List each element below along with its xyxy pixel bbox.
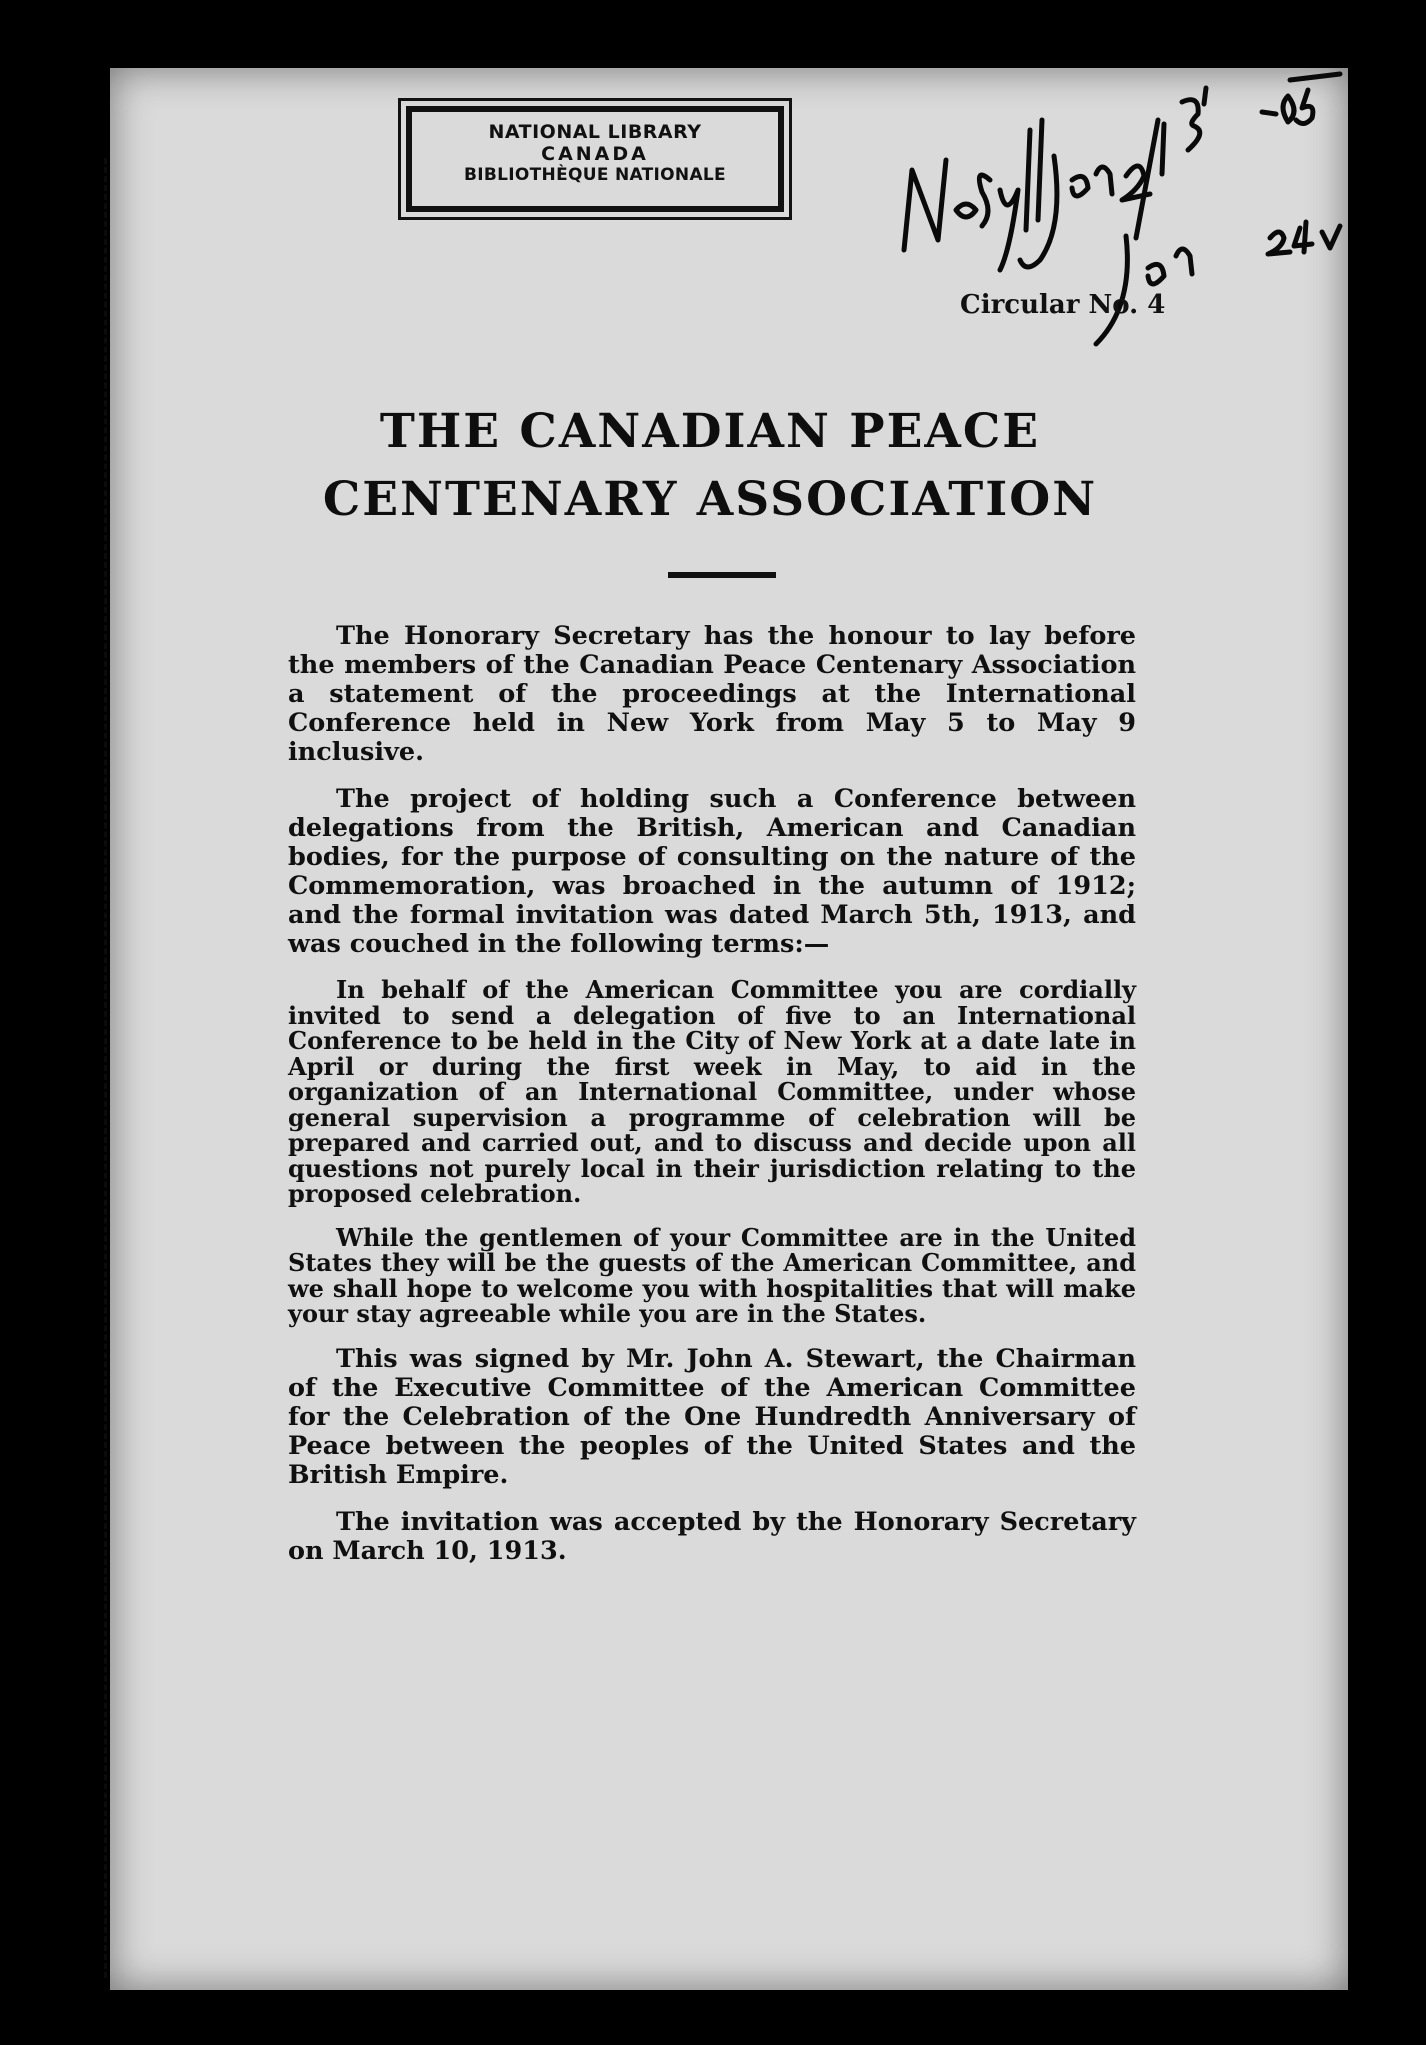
paragraph-accepted: The invitation was accepted by the Honorary Secretary on March 10, 1913. <box>288 1506 1136 1566</box>
quoted-invitation: In behalf of the American Committee you are cordially invited to send a delegation of five to an International Conference to be held in the City of New York at a date late in April or during the first week in May, to aid in the organization of an International Committee, under whose general supervision a programme of celebration will be prepared and carried out, and to discuss and decide upon all questions not purely local in their jurisdiction relating to the proposed celebration. <box>288 975 1136 1208</box>
paragraph-project: The project of holding such a Conference between delegations from the British, American and Canadian bodies, for the purpose of consulting on the nature of the Commemoration, was broached in the autumn of 1912; and the formal invitation was dated March 5th, 1913, and was couched in the following terms:— <box>288 784 1136 959</box>
paragraph-intro: The Honorary Secretary has the honour to lay before the members of the Canadian Peace Centenary Association a statement of the proceedings at the International Conference held in New York from May 5 to May 9 inclusive. <box>288 621 1136 767</box>
document-body <box>288 622 1136 1584</box>
stamp-line-3: BIBLIOTHÈQUE NATIONALE <box>464 164 726 185</box>
circular-number-label: Circular No. 4 <box>960 290 1166 320</box>
stamp-line-2: CANADA <box>541 142 649 165</box>
document-title-line-1: THE CANADIAN PEACE <box>379 404 1041 459</box>
paragraph-signed: This was signed by Mr. John A. Stewart, the Chairman of the Executive Committee of the American Committee for the Celebration of the One Hundredth Anniversary of Peace between the peoples of the United States and the British Empire. <box>288 1343 1136 1490</box>
document-title-line-2: CENTENARY ASSOCIATION <box>322 472 1098 527</box>
title-divider <box>668 572 776 578</box>
library-stamp <box>406 106 784 212</box>
quoted-hospitality: While the gentlemen of your Committee are in the United States they will be the guests of the American Committee, and we shall hope to welcome you with hospitalities that will make your stay agreeable while you are in the States. <box>288 1222 1136 1328</box>
binding-holes <box>104 158 127 1978</box>
stamp-line-1: NATIONAL LIBRARY <box>488 121 702 143</box>
